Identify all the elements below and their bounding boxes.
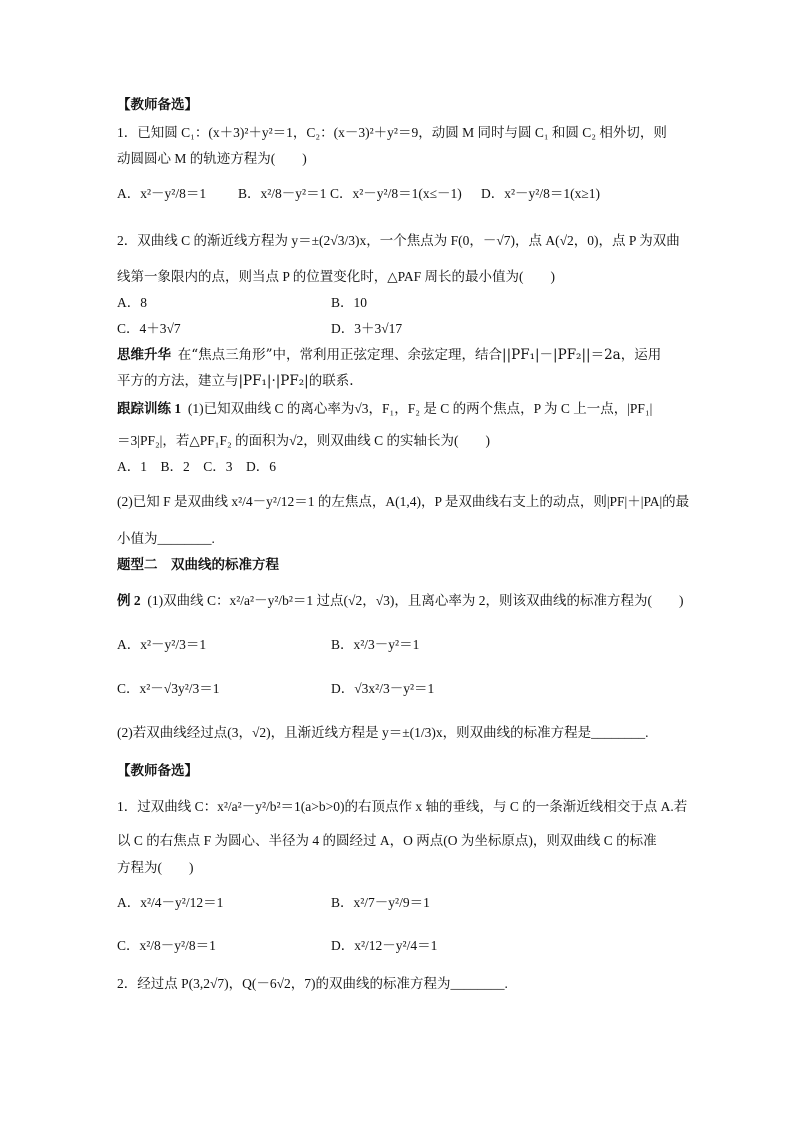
example-option-b: B．x²/3－y²＝1 xyxy=(331,637,420,652)
training-q1-line-2: ＝3|PF₂|，若△PF₁F₂ 的面积为√2，则双曲线 C 的实轴长为( ) xyxy=(117,433,490,448)
thinking-label: 思维升华 xyxy=(117,347,171,362)
teacher2-q1-line-1: 1．过双曲线 C：x²/a²－y²/b²＝1(a>b>0)的右顶点作 x 轴的垂线，与 C 的一条渐近线相交于点 A.若 xyxy=(117,799,688,814)
question-1-option-b: B．x²/8－y²＝1 xyxy=(238,186,327,201)
training-q1-line-1: (1)已知双曲线 C 的离心率为√3，F₁，F₂ 是 C 的两个焦点，P 为 C 上一点，|PF₁| xyxy=(187,401,653,416)
question-1-line-2: 动圆圆心 M 的轨迹方程为( ) xyxy=(117,151,307,166)
question-2-line-2: 线第一象限内的点，则当点 P 的位置变化时，△PAF 周长的最小值为( ) xyxy=(117,269,556,284)
question-2-option-a: A．8 xyxy=(117,295,147,310)
thinking-text-1: 在“焦点三角形”中，常利用正弦定理、余弦定理，结合||PF₁|－|PF₂||＝2a，运用 xyxy=(177,347,662,363)
question-1-option-a: A．x²－y²/8＝1 xyxy=(117,186,207,201)
teacher-extra-header: 【教师备选】 xyxy=(117,97,198,112)
example-option-a: A．x²－y²/3＝1 xyxy=(117,637,207,652)
question-1-option-c: C．x²－y²/8＝1(x≤－1) xyxy=(330,186,462,201)
section-title: 题型二 双曲线的标准方程 xyxy=(117,557,279,572)
question-2-option-c: C．4＋3√7 xyxy=(117,321,181,336)
teacher-extra-header-2: 【教师备选】 xyxy=(117,763,198,778)
teacher2-option-d: D．x²/12－y²/4＝1 xyxy=(331,938,438,953)
training-q2-line-1: (2)已知 F 是双曲线 x²/4－y²/12＝1 的左焦点，A(1,4)，P 是双曲线右支上的动点，则|PF|＋|PA|的最 xyxy=(117,494,690,509)
training-line-1 xyxy=(117,400,652,418)
question-2-option-d: D．3＋3√17 xyxy=(331,321,403,336)
training-q1-options: A．1 B．2 C．3 D．6 xyxy=(117,459,277,474)
example-2-q2: (2)若双曲线经过点(3，√2)，且渐近线方程是 y＝±(1/3)x，则双曲线的标准方程是________. xyxy=(117,725,649,740)
teacher2-q1-line-3: 方程为( ) xyxy=(117,860,194,875)
example-option-d: D．√3x²/3－y²＝1 xyxy=(331,681,435,696)
example-2-q1: (1)双曲线 C：x²/a²－y²/b²＝1 过点(√2，√3)，且离心率为 2，则该双曲线的标准方程为( ) xyxy=(147,593,684,608)
question-2-line-1: 2．双曲线 C 的渐近线方程为 y＝±(2√3/3)x，一个焦点为 F(0，－√7)，点 A(√2，0)，点 P 为双曲 xyxy=(117,233,680,248)
question-1-option-d: D．x²－y²/8＝1(x≥1) xyxy=(481,186,600,201)
teacher2-q2-line-1: 2．经过点 P(3,2√7)，Q(－6√2，7)的双曲线的标准方程为________. xyxy=(117,976,508,991)
training-label: 跟踪训练 1 xyxy=(117,401,182,416)
example-2-line xyxy=(117,592,683,610)
question-2-option-b: B．10 xyxy=(331,295,368,310)
training-q2-line-2: 小值为________. xyxy=(117,531,215,546)
question-1-line-1: 1．已知圆 C₁：(x＋3)²＋y²＝1，C₂：(x－3)²＋y²＝9，动圆 M 同时与圆 C₁ 和圆 C₂ 相外切，则 xyxy=(117,125,667,140)
example-label: 例 2 xyxy=(117,593,141,608)
teacher2-option-c: C．x²/8－y²/8＝1 xyxy=(117,938,216,953)
teacher2-q1-line-2: 以 C 的右焦点 F 为圆心、半径为 4 的圆经过 A，O 两点(O 为坐标原点)，则双曲线 C 的标准 xyxy=(117,833,657,848)
teacher2-option-b: B．x²/7－y²/9＝1 xyxy=(331,895,430,910)
thinking-line-2: 平方的方法，建立与|PF₁|·|PF₂|的联系. xyxy=(117,373,354,389)
thinking-line-1 xyxy=(117,346,661,364)
example-option-c: C．x²－√3y²/3＝1 xyxy=(117,681,220,696)
teacher2-option-a: A．x²/4－y²/12＝1 xyxy=(117,895,224,910)
